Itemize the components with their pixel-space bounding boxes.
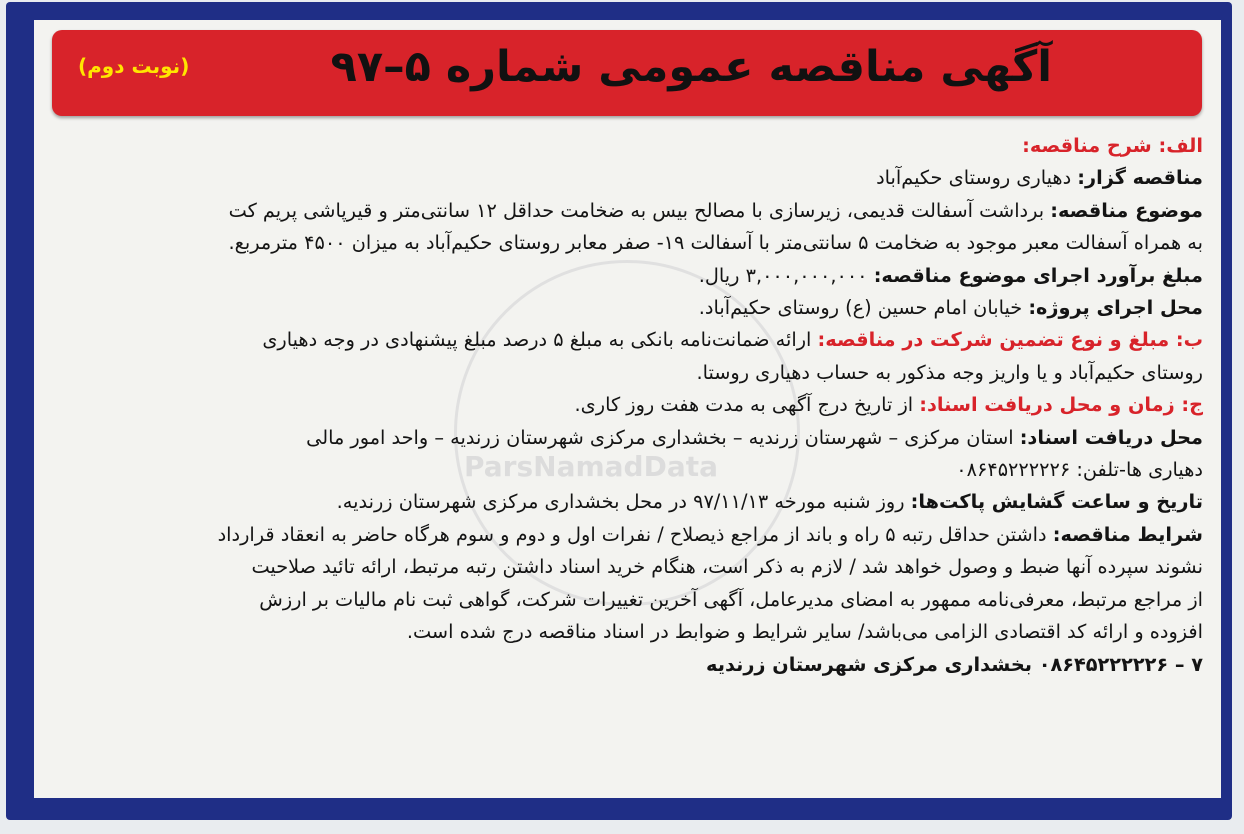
guarantee-line-1: ب: مبلغ و نوع تضمین شرکت در مناقصه: ارائه ضمانت‌نامه بانکی به مبلغ ۵ درصد مبلغ پیشنهادی در وجه دهیاری [262, 328, 1203, 352]
title-banner [52, 30, 1202, 116]
ad-paper [34, 20, 1221, 798]
estimate-amount [53, 260, 1203, 292]
ad-title: آگهی مناقصه عمومی شماره ۵–۹۷ [330, 42, 1052, 92]
section-jim-heading: ج: زمان و محل دریافت اسناد: [919, 393, 1203, 417]
ad-body [53, 130, 1203, 681]
project-location-value: خیابان امام حسین (ع) روستای حکیم‌آباد. [698, 296, 1029, 320]
section-be-heading: ب: مبلغ و نوع تضمین شرکت در مناقصه: [817, 328, 1203, 352]
estimate-label: مبلغ برآورد اجرای موضوع مناقصه: [873, 263, 1203, 287]
ad-frame [6, 2, 1232, 820]
publication-round-badge: (نوبت دوم) [78, 54, 190, 78]
footer-contact: ۷ – ۰۸۶۴۵۲۲۲۲۲۶ بخشداری مرکزی شهرستان زرندیه [706, 652, 1203, 676]
guarantee-line-2: روستای حکیم‌آباد و یا واریز وجه مذکور به حساب دهیاری روستا. [696, 360, 1203, 384]
documents-location-line-2: دهیاری ها-تلفن: ۰۸۶۴۵۲۲۲۲۲۶ [956, 458, 1203, 482]
project-location [53, 292, 1203, 324]
estimate-value: ۳,۰۰۰,۰۰۰,۰۰۰ ریال. [698, 263, 874, 287]
tender-subject-label: موضوع مناقصه: [1050, 198, 1203, 222]
tender-organizer-label: مناقصه گزار: [1077, 166, 1203, 190]
opening-date: تاریخ و ساعت گشایش پاکت‌ها: روز شنبه مورخه ۹۷/۱۱/۱۳ در محل بخشداری مرکزی شهرستان زرندیه. [336, 490, 1203, 514]
tender-subject-line-2: به همراه آسفالت معبر موجود به ضخامت ۵ سانتی‌متر با آسفالت ۱۹- صفر معابر روستای حکیم‌آباد به میزان ۴۵۰۰ مترمربع. [228, 231, 1203, 255]
documents-time: ج: زمان و محل دریافت اسناد: از تاریخ درج آگهی به مدت هفت روز کاری. [574, 393, 1203, 417]
documents-location-line-1: محل دریافت اسناد: استان مرکزی – شهرستان زرندیه – بخشداری مرکزی شهرستان زرندیه – واحد امور مالی [306, 425, 1203, 449]
section-alef-heading: الف: شرح مناقصه: [1022, 134, 1203, 157]
watermark-text: ParsNamadData [464, 450, 718, 483]
conditions-line-2: نشوند سپرده آنها ضبط و وصول خواهد شد / لازم به ذکر است، هنگام خرید اسناد داشتن رتبه مرتبط، ارائه تائید صلاحیت [251, 555, 1203, 579]
tender-subject-line-1: موضوع مناقصه: برداشت آسفالت قدیمی، زیرسازی با مصالح بیس به ضخامت حداقل ۱۲ سانتی‌متر و قیرپاشی پریم کت [228, 198, 1203, 222]
conditions-label: شرایط مناقصه: [1052, 522, 1203, 546]
project-location-label: محل اجرای پروژه: [1028, 296, 1203, 320]
tender-organizer [53, 162, 1203, 194]
conditions-line-4: افزوده و ارائه کد اقتصادی الزامی می‌باشد/ سایر شرایط و ضوابط در اسناد مناقصه درج شده است. [406, 620, 1203, 644]
documents-location-label: محل دریافت اسناد: [1019, 425, 1203, 449]
opening-date-label: تاریخ و ساعت گشایش پاکت‌ها: [910, 490, 1203, 514]
conditions-line-1: شرایط مناقصه: داشتن حداقل رتبه ۵ راه و باند از مراجع ذیصلاح / نفرات اول و دوم و سوم هرگاه حاضر به انعقاد قرارداد [217, 522, 1203, 546]
conditions-line-3: از مراجع مرتبط، معرفی‌نامه ممهور به امضای مدیرعامل، آگهی آخرین تغییرات شرکت، گواهی ثبت نام مالیات بر ارزش [259, 587, 1203, 611]
tender-organizer-value: دهیاری روستای حکیم‌آباد [876, 166, 1078, 190]
